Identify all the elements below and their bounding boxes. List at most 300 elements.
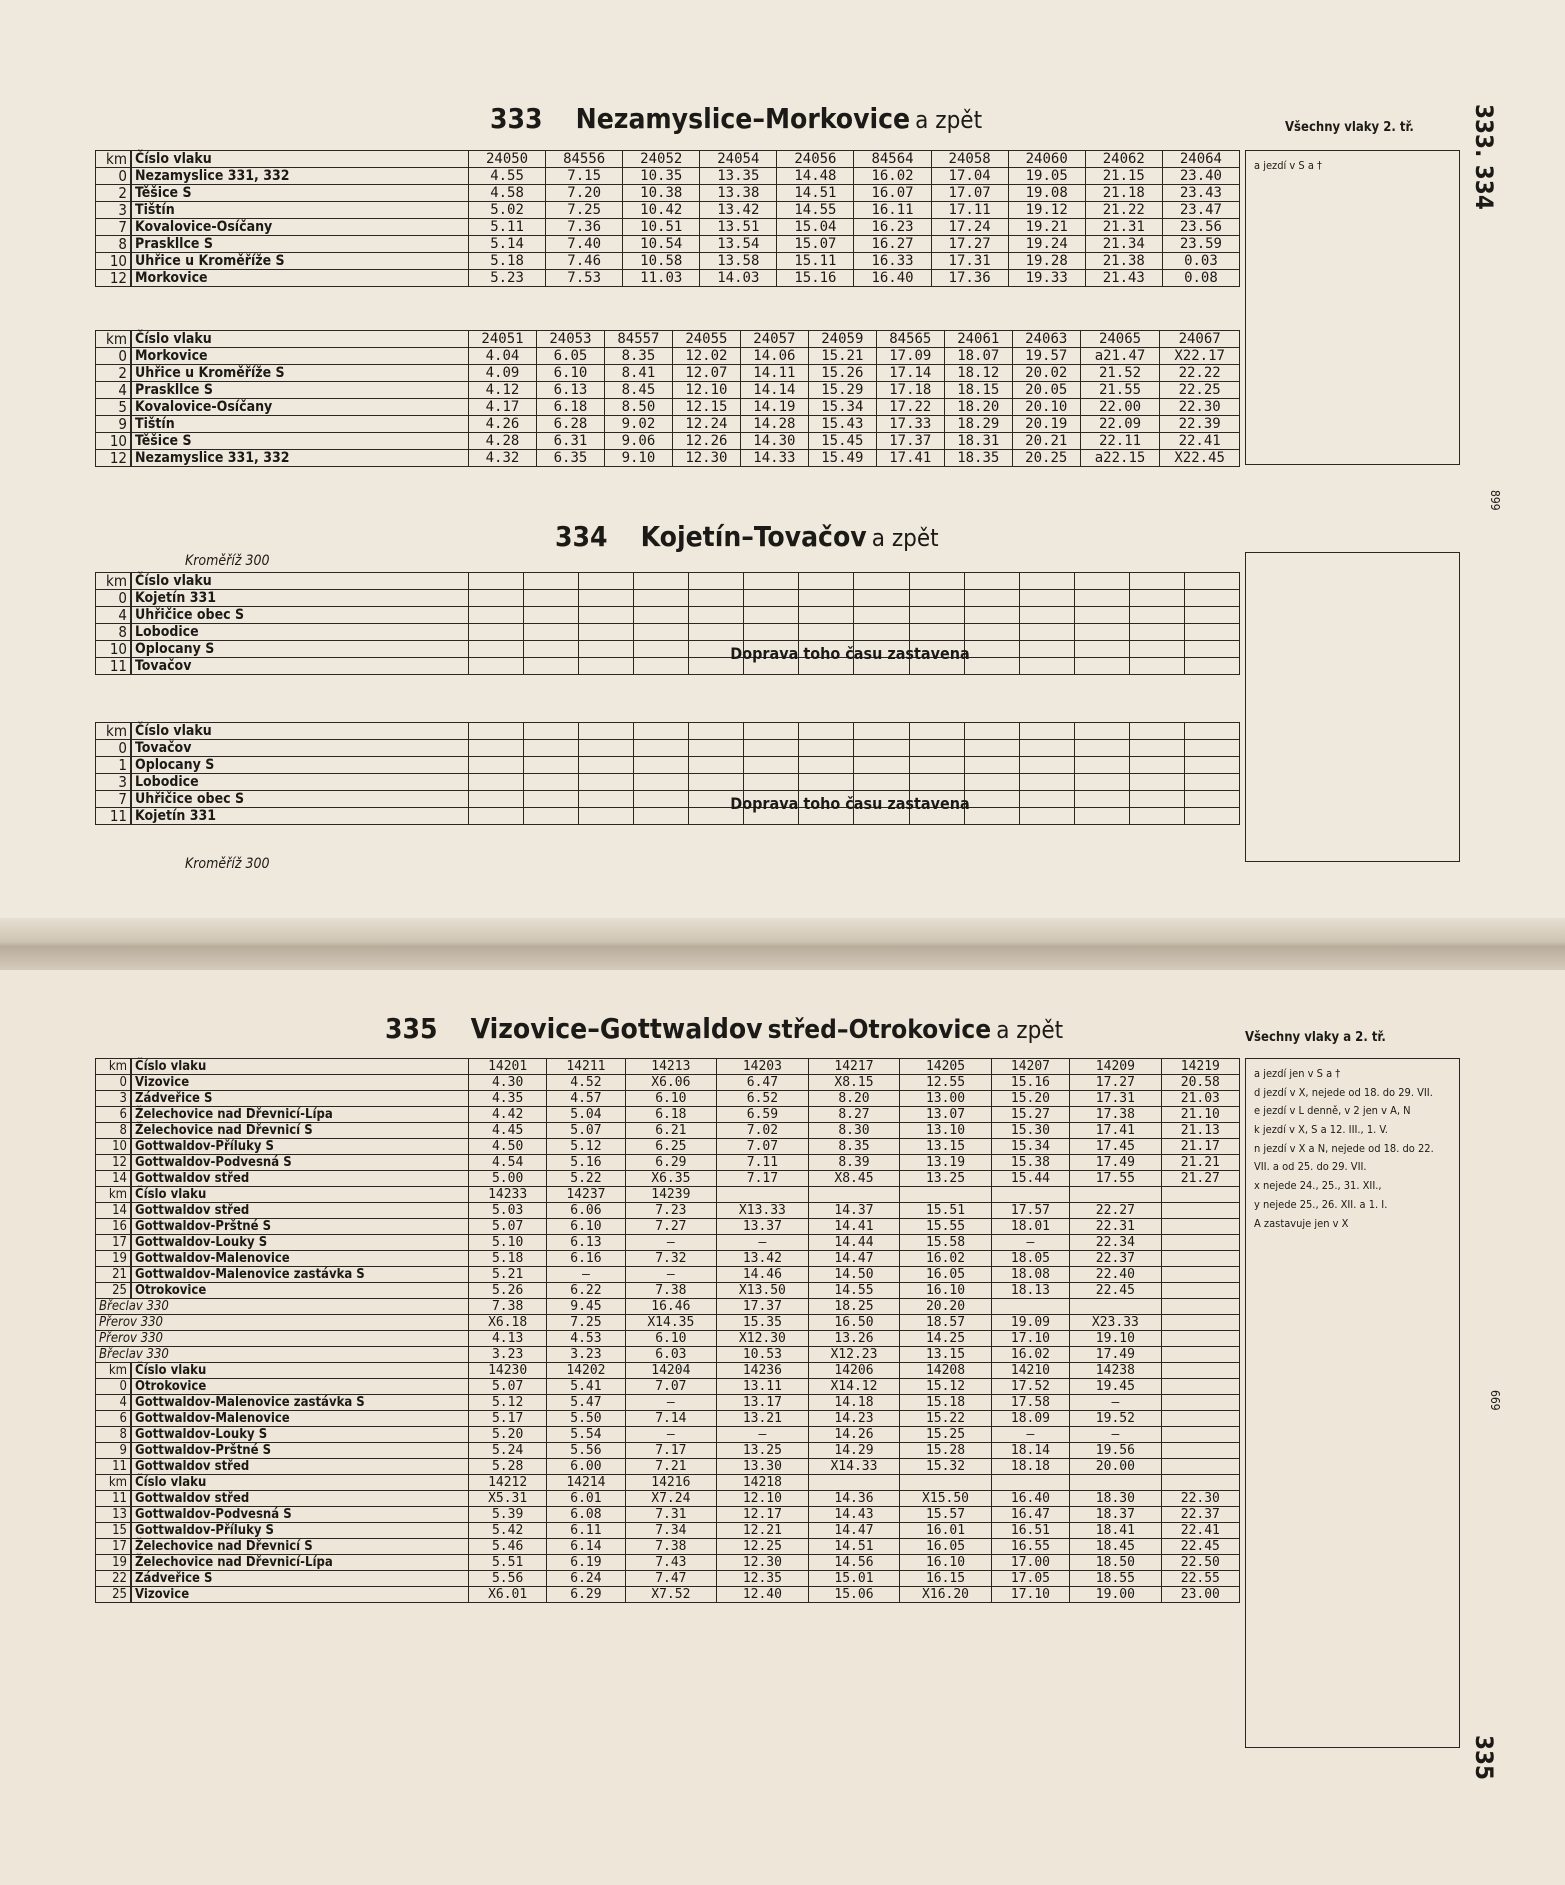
train-number-header: Číslo vlaku (131, 573, 469, 590)
departure-time: — (991, 1427, 1069, 1443)
departure-time: 22.27 (1070, 1203, 1162, 1219)
km-value: 10 (96, 253, 132, 270)
departure-time (1019, 757, 1074, 774)
connection-time: 17.10 (991, 1331, 1069, 1347)
connection-time: 7.25 (547, 1315, 625, 1331)
train-number: 24053 (536, 331, 604, 348)
departure-time: 7.38 (625, 1539, 717, 1555)
departure-time: 13.30 (717, 1459, 809, 1475)
station-name: Gottwaldov-Malenovice (131, 1251, 469, 1267)
departure-time (799, 774, 854, 791)
connection-row (96, 1331, 1240, 1347)
departure-time: 17.49 (1070, 1155, 1162, 1171)
departure-time: 6.16 (547, 1251, 625, 1267)
departure-time: 16.15 (900, 1571, 992, 1587)
departure-time: 6.25 (625, 1139, 717, 1155)
departure-time: 17.10 (991, 1587, 1069, 1603)
departure-time: 5.12 (547, 1139, 625, 1155)
departure-time: 5.46 (469, 1539, 547, 1555)
timetable-row (96, 1491, 1240, 1507)
departure-time: 20.21 (1012, 433, 1080, 450)
connection-time: 19.10 (1070, 1331, 1162, 1347)
connection-time (1161, 1347, 1239, 1363)
km-value: 1 (96, 757, 132, 774)
station-name: Morkovice (131, 270, 469, 287)
departure-time: 17.27 (931, 236, 1008, 253)
km-value: 10 (96, 433, 132, 450)
departure-time: 15.01 (808, 1571, 900, 1587)
departure-time: 16.07 (854, 185, 931, 202)
station-name: Uhřičice obec S (131, 791, 469, 808)
departure-time: 6.19 (547, 1555, 625, 1571)
departure-time: 21.22 (1085, 202, 1162, 219)
departure-time: 14.29 (808, 1443, 900, 1459)
departure-time (579, 774, 634, 791)
train-number (579, 723, 634, 740)
connection-time: 13.26 (808, 1331, 900, 1347)
departure-time: 6.59 (717, 1107, 809, 1123)
train-number (524, 573, 579, 590)
departure-time: 13.42 (700, 202, 777, 219)
departure-time: X14.33 (808, 1459, 900, 1475)
side-section-label: 335 (1470, 1735, 1498, 1781)
timetable-row (96, 624, 1240, 641)
departure-time: 17.36 (931, 270, 1008, 287)
train-number (854, 573, 909, 590)
departure-time: 6.29 (625, 1155, 717, 1171)
departure-time: 6.28 (536, 416, 604, 433)
train-number: 14201 (469, 1059, 547, 1075)
station-name: Kojetín 331 (131, 808, 469, 825)
departure-time (634, 624, 689, 641)
departure-time: 5.07 (469, 1219, 547, 1235)
departure-time: 15.57 (900, 1507, 992, 1523)
departure-time: 14.36 (808, 1491, 900, 1507)
timetable-row (96, 382, 1240, 399)
departure-time (469, 607, 524, 624)
train-number-header: Číslo vlaku (131, 1059, 469, 1075)
departure-time: 8.30 (808, 1123, 900, 1139)
departure-time: 19.24 (1008, 236, 1085, 253)
departure-time: 7.38 (625, 1283, 717, 1299)
timetable-row (96, 791, 1240, 808)
departure-time: 19.05 (1008, 168, 1085, 185)
timetable-row (96, 365, 1240, 382)
departure-time (1074, 740, 1129, 757)
footnote: A zastavuje jen v X (1254, 1216, 1349, 1230)
departure-time: 17.31 (1070, 1091, 1162, 1107)
departure-time: 19.33 (1008, 270, 1085, 287)
notes-334 (1245, 552, 1460, 862)
footnote: k jezdí v X, S a 12. III., 1. V. (1254, 1123, 1388, 1137)
departure-time: 19.21 (1008, 219, 1085, 236)
departure-time (964, 757, 1019, 774)
departure-time: 0.08 (1162, 270, 1239, 287)
train-number: 24057 (740, 331, 808, 348)
departure-time: 17.41 (876, 450, 944, 467)
departure-time (524, 740, 579, 757)
timetable-row (96, 450, 1240, 467)
train-number (1074, 723, 1129, 740)
departure-time: 4.54 (469, 1155, 547, 1171)
km-value: 0 (96, 1379, 132, 1395)
departure-time: 13.51 (700, 219, 777, 236)
departure-time: 20.19 (1012, 416, 1080, 433)
departure-time: 17.05 (991, 1571, 1069, 1587)
service-suspended: Doprava toho času zastavena (730, 644, 970, 663)
km-value: 17 (96, 1539, 132, 1555)
timetable-row (96, 808, 1240, 825)
timetable-row (96, 399, 1240, 416)
departure-time: 15.26 (808, 365, 876, 382)
km-value: 0 (96, 1075, 132, 1091)
departure-time: 8.50 (604, 399, 672, 416)
departure-time: 13.25 (717, 1443, 809, 1459)
departure-time (1161, 1379, 1239, 1395)
departure-time (854, 624, 909, 641)
departure-time (1161, 1395, 1239, 1411)
train-number (469, 573, 524, 590)
departure-time (634, 590, 689, 607)
header-row (96, 1475, 1240, 1491)
station-name: Uhřice u Kroměříže S (131, 253, 469, 270)
departure-time (634, 607, 689, 624)
departure-time: 15.12 (900, 1379, 992, 1395)
train-number (1184, 723, 1239, 740)
departure-time (854, 774, 909, 791)
departure-time: 7.14 (625, 1411, 717, 1427)
departure-time: 7.15 (546, 168, 623, 185)
departure-time (1129, 740, 1184, 757)
departure-time: 22.11 (1080, 433, 1160, 450)
departure-time: 17.57 (991, 1203, 1069, 1219)
departure-time: 6.24 (547, 1571, 625, 1587)
station-name: Vizovice (131, 1075, 469, 1091)
train-number (799, 573, 854, 590)
train-number (469, 723, 524, 740)
departure-time (469, 757, 524, 774)
note: a jezdí v S a † (1254, 159, 1322, 172)
connection-time: 4.13 (469, 1331, 547, 1347)
connection-time: 15.35 (717, 1315, 809, 1331)
departure-time: 7.21 (625, 1459, 717, 1475)
departure-time: 5.39 (469, 1507, 547, 1523)
departure-time (524, 607, 579, 624)
departure-time: 6.29 (547, 1587, 625, 1603)
departure-time: 17.52 (991, 1379, 1069, 1395)
departure-time: 17.55 (1070, 1171, 1162, 1187)
departure-time: 7.17 (625, 1443, 717, 1459)
departure-time: 7.46 (546, 253, 623, 270)
departure-time: 5.10 (469, 1235, 547, 1251)
departure-time: X15.50 (900, 1491, 992, 1507)
train-number-header: Číslo vlaku (131, 331, 469, 348)
departure-time: 16.10 (900, 1555, 992, 1571)
train-number: 24059 (808, 331, 876, 348)
connection-time (1070, 1299, 1162, 1315)
departure-time (909, 757, 964, 774)
station-name: Želechovice nad Dřevnicí-Lípa (131, 1555, 469, 1571)
train-number: 14202 (547, 1363, 625, 1379)
departure-time: 14.47 (808, 1523, 900, 1539)
train-number (689, 723, 744, 740)
departure-time: 5.16 (547, 1155, 625, 1171)
station-name: Otrokovice (131, 1283, 469, 1299)
departure-time (909, 624, 964, 641)
departure-time: 15.34 (991, 1139, 1069, 1155)
departure-time: 5.21 (469, 1267, 547, 1283)
timetable-row (96, 1171, 1240, 1187)
departure-time: 13.19 (900, 1155, 992, 1171)
departure-time (1074, 641, 1129, 658)
departure-time: 18.05 (991, 1251, 1069, 1267)
train-number: 14209 (1070, 1059, 1162, 1075)
train-number: 24064 (1162, 151, 1239, 168)
departure-time: 18.31 (944, 433, 1012, 450)
km-value: 4 (96, 1395, 132, 1411)
departure-time (1184, 791, 1239, 808)
departure-time (909, 774, 964, 791)
departure-time: 17.22 (876, 399, 944, 416)
km-value: 13 (96, 1507, 132, 1523)
departure-time (469, 624, 524, 641)
timetable-row (96, 1587, 1240, 1603)
train-number: 14214 (547, 1475, 625, 1491)
timetable-333-return (95, 330, 1240, 467)
timetable-row (96, 1203, 1240, 1219)
station-name: Kovalovice-Osíčany (131, 219, 469, 236)
station-name: Praskllce S (131, 382, 469, 399)
departure-time: 7.53 (546, 270, 623, 287)
station-name: Gottwaldov-Malenovice zastávka S (131, 1395, 469, 1411)
departure-time (1129, 607, 1184, 624)
departure-time: 5.00 (469, 1171, 547, 1187)
train-number: 14210 (991, 1363, 1069, 1379)
departure-time: 5.11 (469, 219, 546, 236)
train-number (717, 1187, 809, 1203)
departure-time (1019, 624, 1074, 641)
departure-time (524, 757, 579, 774)
km-value: 8 (96, 236, 132, 253)
departure-time: 5.02 (469, 202, 546, 219)
departure-time: 15.21 (808, 348, 876, 365)
departure-time: 15.28 (900, 1443, 992, 1459)
departure-time: 4.58 (469, 185, 546, 202)
departure-time: 22.37 (1070, 1251, 1162, 1267)
km-value: 8 (96, 1427, 132, 1443)
timetable-row (96, 202, 1240, 219)
departure-time (744, 757, 799, 774)
departure-time: 17.11 (931, 202, 1008, 219)
departure-time: 6.18 (625, 1107, 717, 1123)
connection-time: 9.45 (547, 1299, 625, 1315)
departure-time: 4.04 (469, 348, 537, 365)
section-title: Vizovice–Gottwaldov (470, 1012, 763, 1045)
timetable-row (96, 1379, 1240, 1395)
departure-time: 21.17 (1161, 1139, 1239, 1155)
km-header: km (96, 331, 132, 348)
departure-time: 15.27 (991, 1107, 1069, 1123)
departure-time: 18.08 (991, 1267, 1069, 1283)
departure-time: 23.40 (1162, 168, 1239, 185)
departure-time: 7.17 (717, 1171, 809, 1187)
departure-time: 7.25 (546, 202, 623, 219)
connection-time (991, 1299, 1069, 1315)
departure-time: 23.56 (1162, 219, 1239, 236)
departure-time: 15.18 (900, 1395, 992, 1411)
timetable-row (96, 1107, 1240, 1123)
timetable-row (96, 1123, 1240, 1139)
departure-time (1161, 1219, 1239, 1235)
train-number (1161, 1187, 1239, 1203)
departure-time: 7.07 (625, 1379, 717, 1395)
train-number: 84556 (546, 151, 623, 168)
section-return: a zpět (996, 1016, 1064, 1044)
departure-time: 13.10 (900, 1123, 992, 1139)
departure-time (1184, 607, 1239, 624)
timetable-row (96, 219, 1240, 236)
departure-time: 21.13 (1161, 1123, 1239, 1139)
departure-time: 22.45 (1161, 1539, 1239, 1555)
timetable-row (96, 1235, 1240, 1251)
departure-time: 4.35 (469, 1091, 547, 1107)
departure-time: 16.27 (854, 236, 931, 253)
header-row (96, 1059, 1240, 1075)
departure-time: 18.15 (944, 382, 1012, 399)
departure-time: 19.45 (1070, 1379, 1162, 1395)
km-value: 12 (96, 1155, 132, 1171)
departure-time: 10.35 (623, 168, 700, 185)
km-value: 8 (96, 1123, 132, 1139)
departure-time (1161, 1251, 1239, 1267)
station-name: Gottwaldov střed (131, 1459, 469, 1475)
train-number (808, 1187, 900, 1203)
connection-station: Břeclav 330 (96, 1347, 469, 1363)
departure-time: — (547, 1267, 625, 1283)
departure-time: 6.21 (625, 1123, 717, 1139)
departure-time: 6.47 (717, 1075, 809, 1091)
departure-time: 12.21 (717, 1523, 809, 1539)
timetable-335-outbound (95, 1058, 1240, 1603)
station-name: Lobodice (131, 624, 469, 641)
departure-time: 14.47 (808, 1251, 900, 1267)
train-number: 14239 (625, 1187, 717, 1203)
train-number: 14233 (469, 1187, 547, 1203)
train-number (1161, 1475, 1239, 1491)
departure-time (1184, 658, 1239, 675)
km-value: 2 (96, 185, 132, 202)
departure-time: 19.52 (1070, 1411, 1162, 1427)
departure-time (1074, 607, 1129, 624)
departure-time: 15.51 (900, 1203, 992, 1219)
departure-time: 14.55 (808, 1283, 900, 1299)
departure-time: 19.00 (1070, 1587, 1162, 1603)
departure-time (689, 774, 744, 791)
class-note: Všechny vlaky a 2. tř. (1245, 1030, 1386, 1045)
departure-time: 4.17 (469, 399, 537, 416)
train-number: 14216 (625, 1475, 717, 1491)
departure-time: 16.40 (854, 270, 931, 287)
departure-time: 21.10 (1161, 1107, 1239, 1123)
departure-time: X8.15 (808, 1075, 900, 1091)
connection-station: Přerov 330 (96, 1331, 469, 1347)
connection-time: 16.02 (991, 1347, 1069, 1363)
train-number (991, 1475, 1069, 1491)
section-333-header (490, 102, 982, 135)
timetable-row (96, 1571, 1240, 1587)
departure-time: 13.11 (717, 1379, 809, 1395)
header-row (96, 151, 1240, 168)
section-mid: střed–Otrokovice (767, 1015, 992, 1045)
departure-time: 20.25 (1012, 450, 1080, 467)
departure-time (1074, 624, 1129, 641)
departure-time: 14.46 (717, 1267, 809, 1283)
km-header: km (96, 1059, 132, 1075)
departure-time (1019, 607, 1074, 624)
km-value: 4 (96, 607, 132, 624)
train-number: 14218 (717, 1475, 809, 1491)
departure-time (799, 740, 854, 757)
departure-time: 19.08 (1008, 185, 1085, 202)
departure-time (524, 641, 579, 658)
departure-time: 6.22 (547, 1283, 625, 1299)
departure-time: 22.50 (1161, 1555, 1239, 1571)
km-value: 0 (96, 590, 132, 607)
connection-time: 6.10 (625, 1331, 717, 1347)
train-number (1070, 1187, 1162, 1203)
departure-time (964, 774, 1019, 791)
departure-time (799, 590, 854, 607)
timetable-row (96, 1411, 1240, 1427)
departure-time (579, 590, 634, 607)
train-number-header: Číslo vlaku (131, 723, 469, 740)
departure-time: a21.47 (1080, 348, 1160, 365)
departure-time (469, 774, 524, 791)
departure-time: 14.18 (808, 1395, 900, 1411)
station-name: Oplocany S (131, 641, 469, 658)
departure-time: 17.07 (931, 185, 1008, 202)
departure-time (1129, 590, 1184, 607)
footnote: d jezdí v X, nejede od 18. do 29. VII. (1254, 1085, 1433, 1099)
train-number: 14217 (808, 1059, 900, 1075)
departure-time: 12.15 (672, 399, 740, 416)
departure-time: 14.43 (808, 1507, 900, 1523)
departure-time (854, 757, 909, 774)
station-name: Gottwaldov-Podvesná S (131, 1507, 469, 1523)
departure-time: 21.38 (1085, 253, 1162, 270)
connection-time: 14.25 (900, 1331, 992, 1347)
train-number: 24063 (1012, 331, 1080, 348)
departure-time: 19.28 (1008, 253, 1085, 270)
station-name: Oplocany S (131, 757, 469, 774)
connection-time: 18.25 (808, 1299, 900, 1315)
km-value: 12 (96, 450, 132, 467)
departure-time: 4.28 (469, 433, 537, 450)
timetable-row (96, 1075, 1240, 1091)
timetable-row (96, 168, 1240, 185)
departure-time: X16.20 (900, 1587, 992, 1603)
connection-time: 13.15 (900, 1347, 992, 1363)
departure-time: 16.23 (854, 219, 931, 236)
departure-time: 21.55 (1080, 382, 1160, 399)
connection-from: Kroměříž 300 (185, 553, 270, 569)
departure-time: 10.42 (623, 202, 700, 219)
timetable-row (96, 1459, 1240, 1475)
departure-time: X22.17 (1160, 348, 1240, 365)
departure-time: 22.39 (1160, 416, 1240, 433)
departure-time: 17.24 (931, 219, 1008, 236)
connection-time: 16.46 (625, 1299, 717, 1315)
